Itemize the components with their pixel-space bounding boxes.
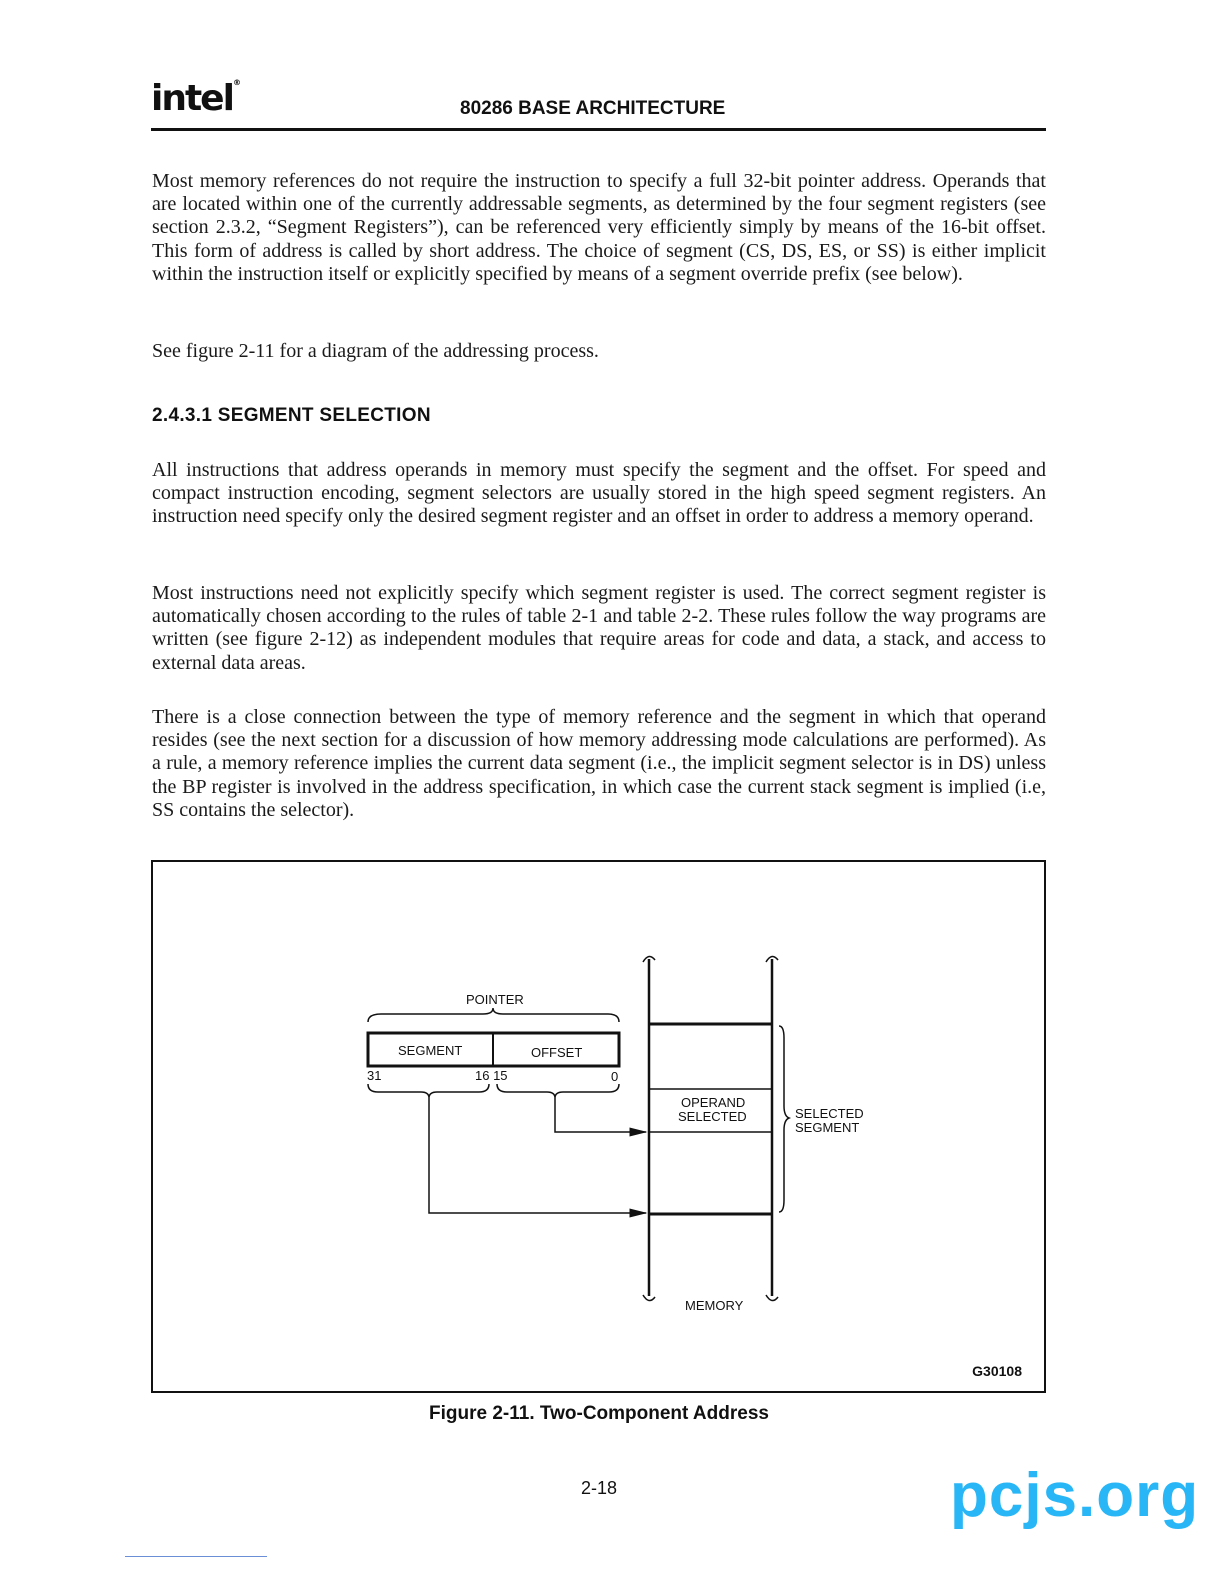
segment-field-label: SEGMENT [398,1043,463,1058]
bit-16-15-label: 16 15 [475,1068,508,1083]
intel-logo [151,78,241,119]
operand-label-line1: OPERAND [681,1095,746,1110]
paragraph-segment-rules: Most instructions need not explicitly specify which segment register is used. The correct segment register is automatically chosen according to the rules of table 2-1 and table 2-2. These rules follow the way programs are written (see figure 2-12) as independent modules that require areas for code and data, a stack, and access to external data areas. [152,582,1046,674]
figure-id: G30108 [972,1363,1022,1379]
page-header-title: 80286 BASE ARCHITECTURE [460,98,726,119]
pointer-label: POINTER [466,992,524,1007]
header-rule [151,128,1046,131]
bottom-link-underline [125,1556,267,1557]
logo-text: intel [151,78,233,119]
paragraph-figure-reference: See figure 2-11 for a diagram of the addressing process. [152,340,599,362]
segment-brace [368,1084,489,1098]
selected-segment-brace [779,1026,789,1212]
bit-31-label: 31 [367,1068,382,1083]
paragraph-memory-reference: There is a close connection between the type of memory reference and the segment in which that operand resides (see the next section for a discussion of how memory addressing mode calculations are performed). As a rule, a memory reference implies the current data segment (i.e., the implicit segment selector is in DS) unless the BP register is involved in the address specification, in which case the current stack segment is implied (i.e, SS contains the selector). [152,706,1046,821]
logo-registered-mark: ® [232,78,241,87]
paragraph-segment-selection: All instructions that address operands in memory must specify the segment and the offset. For speed and compact instruction encoding, segment selectors are usually stored in the high speed segment registers. An instruction need specify only the desired segment register and an offset in order to address a memory operand. [152,459,1046,528]
memory-label: MEMORY [685,1298,744,1313]
pcjs-watermark: pcjs.org [950,1461,1200,1530]
figure-caption: Figure 2-11. Two-Component Address [429,1403,769,1424]
offset-field-label: OFFSET [531,1045,583,1060]
bit-0-label: 0 [611,1069,619,1084]
pointer-brace [368,1008,619,1022]
offset-arrow [555,1098,646,1132]
address-diagram [153,862,1044,1391]
selected-segment-label-line2: SEGMENT [795,1120,860,1135]
operand-label-line2: SELECTED [678,1109,747,1124]
selected-segment-label-line1: SELECTED [795,1106,864,1121]
figure-two-component-address [151,860,1046,1393]
segment-arrow [429,1098,646,1213]
paragraph-short-address: Most memory references do not require the instruction to specify a full 32-bit pointer address. Operands that are located within one of the currently addressable segments, as determined by the four segment registers (see section 2.3.2, “Segment Registers”), can be referenced very efficiently simply by means of the 16-bit offset. This form of address is called by short address. The choice of segment (CS, DS, ES, or SS) is either implicit within the instruction itself or explicitly specified by means of a segment override prefix (see below). [152,170,1046,285]
page-number: 2-18 [580,1478,618,1498]
offset-brace [497,1084,619,1098]
section-heading: 2.4.3.1 SEGMENT SELECTION [152,405,431,426]
